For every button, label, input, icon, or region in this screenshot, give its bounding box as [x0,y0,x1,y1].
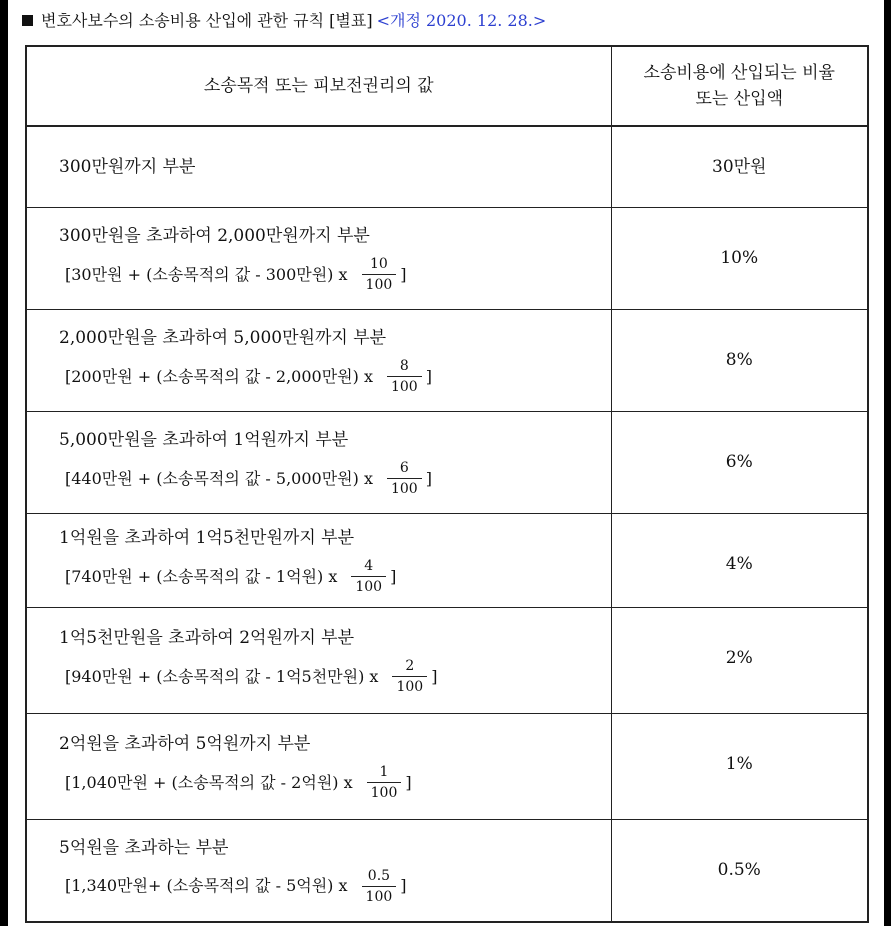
amendment-note: <개정 2020. 12. 28.> [376,11,547,30]
fraction-numerator: 2 [405,658,415,674]
formula-text: [1,340만원+ (소송목적의 값 - 5억원) x [65,876,348,896]
rate-cell [611,412,868,514]
range-cell [26,412,611,514]
range-cell [26,208,611,310]
fraction-numerator: 4 [364,558,374,574]
formula [59,460,611,497]
formula-text: [200만원 + (소송목적의 값 - 2,000만원) x [65,366,373,386]
fraction [351,558,386,595]
rate-cell [611,608,868,714]
range-text: 1억원을 초과하여 1억5천만원까지 부분 [59,528,354,548]
formula [59,658,611,695]
formula [59,256,611,293]
fraction-denominator: 100 [390,481,418,497]
fraction-denominator: 100 [370,785,398,801]
fraction-numerator: 10 [370,256,388,272]
fraction-denominator: 100 [396,679,424,695]
rate-cell [611,126,868,208]
table-row [26,126,868,208]
document-page [8,0,884,926]
rate-value: 10% [720,248,759,268]
table-row [26,820,868,922]
formula-text: [940만원 + (소송목적의 값 - 1억5천만원) x [65,666,379,686]
rate-value: 1% [725,754,753,774]
fraction-denominator: 100 [390,379,418,395]
formula-close-bracket: ] [400,876,407,896]
rate-value: 30만원 [712,157,767,177]
range-cell [26,608,611,714]
rate-cell [611,310,868,412]
range-cell [26,820,611,922]
fraction-denominator: 100 [365,888,393,905]
fee-table [25,45,869,923]
range-cell [26,310,611,412]
header-litigation-value: 소송목적 또는 피보전권리의 값 [26,46,611,126]
fraction-numerator: 6 [399,460,409,476]
range-text: 2억원을 초과하여 5억원까지 부분 [59,734,311,754]
fraction [362,256,397,293]
formula-close-bracket: ] [400,264,407,284]
range-text: 300만원까지 부분 [59,157,196,177]
table-row [26,714,868,820]
range-text: 1억5천만원을 초과하여 2억원까지 부분 [59,628,354,648]
formula [59,558,611,595]
range-text: 5,000만원을 초과하여 1억원까지 부분 [59,430,349,450]
header-rate-line2: 또는 산입액 [695,89,783,109]
formula-close-bracket: ] [431,666,438,686]
table-row [26,608,868,714]
range-cell [26,514,611,608]
range-text: 300만원을 초과하여 2,000만원까지 부분 [59,226,370,246]
table-row [26,412,868,514]
fraction [387,358,422,395]
rate-cell [611,208,868,310]
rate-value: 6% [725,452,753,472]
fraction-numerator: 0.5 [367,867,391,884]
table-header-row [26,46,868,126]
table-row [26,310,868,412]
rate-value: 8% [725,350,753,370]
fraction [392,658,427,695]
range-text: 2,000만원을 초과하여 5,000만원까지 부분 [59,328,387,348]
square-bullet-icon [22,15,33,26]
formula [59,868,611,905]
formula-text: [30만원 + (소송목적의 값 - 300만원) x [65,264,348,284]
rate-cell [611,820,868,922]
table-row [26,208,868,310]
formula-close-bracket: ] [425,468,432,488]
formula-text: [740만원 + (소송목적의 값 - 1억원) x [65,566,338,586]
heading-title: 변호사보수의 소송비용 산입에 관한 규칙 [별표] [41,11,373,30]
fraction-numerator: 8 [399,358,409,374]
header-rate-line1: 소송비용에 산입되는 비율 [643,63,835,83]
rate-value: 0.5% [717,860,761,880]
range-text: 5억원을 초과하는 부분 [59,837,229,858]
fraction [387,460,422,497]
fraction-denominator: 100 [365,277,393,293]
header-rate [611,46,868,126]
range-cell [26,126,611,208]
formula [59,764,611,801]
rate-cell [611,514,868,608]
rate-value: 4% [725,554,753,574]
fraction-denominator: 100 [355,579,383,595]
formula [59,358,611,395]
fraction [367,764,402,801]
formula-close-bracket: ] [405,772,412,792]
rate-cell [611,714,868,820]
formula-close-bracket: ] [390,566,397,586]
fraction [362,868,397,905]
document-heading [22,9,546,33]
range-cell [26,714,611,820]
table-row [26,514,868,608]
formula-text: [440만원 + (소송목적의 값 - 5,000만원) x [65,468,373,488]
fraction-numerator: 1 [379,764,389,780]
formula-close-bracket: ] [425,366,432,386]
formula-text: [1,040만원 + (소송목적의 값 - 2억원) x [65,772,353,792]
rate-value: 2% [725,648,753,668]
